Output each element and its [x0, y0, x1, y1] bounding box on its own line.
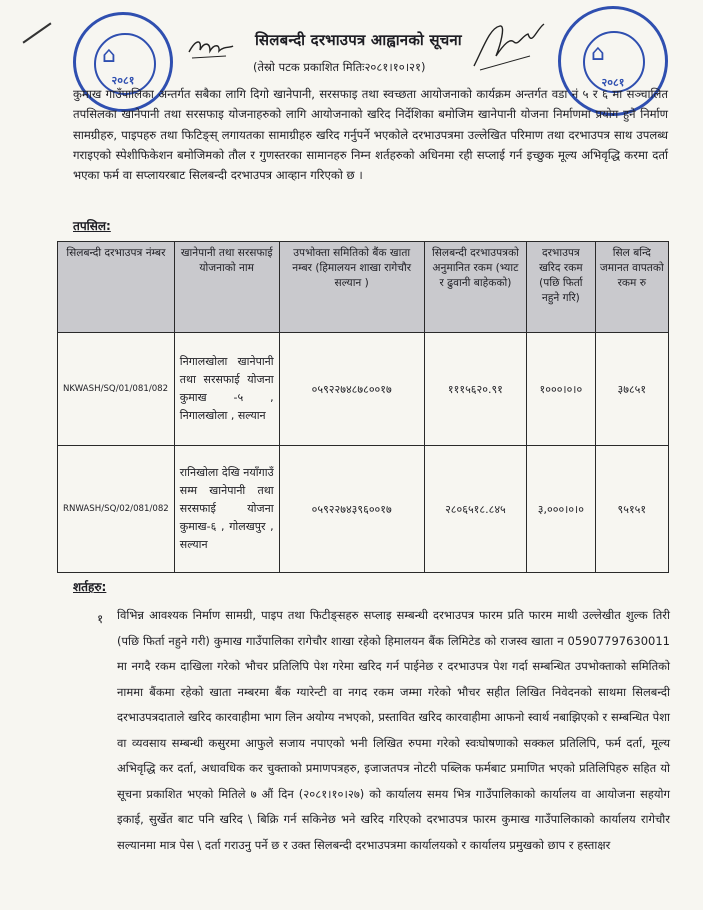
- signature-right: [470, 16, 552, 76]
- signature-left: [186, 34, 236, 64]
- col-header-tender-number: सिलबन्दी दरभाउपत्र नंम्बर: [58, 242, 175, 333]
- pen-stroke-mark: [23, 22, 52, 43]
- house-icon: ⌂: [591, 41, 605, 66]
- details-label: तपसिल:: [73, 219, 111, 233]
- seal-year: २०८१: [111, 74, 135, 87]
- cell-project-name: निगालखोला खानेपानी तथा सरसफाई योजना कुमाख -५ , निगालखोला , सल्यान: [174, 333, 279, 446]
- table-row: [58, 446, 669, 573]
- col-header-bid-security: सिल बन्दि जमानत वापतको रकम रु: [595, 242, 668, 333]
- cell-bid-security: ३७८५१: [595, 333, 668, 446]
- cell-project-name: रानिखोला देखि नयाँगाउँ सम्म खानेपानी तथा सरसफाई योजना कुमाख-६ , गोलखपुर , सल्यान: [174, 446, 279, 573]
- cell-form-fee: १०००।०।०: [527, 333, 596, 446]
- cell-bank-account: ०५९२२७४८७८००१७: [279, 333, 424, 446]
- col-header-estimated-amount: सिलबन्दी दरभाउपत्रको अनुमानित रकम (भ्याट र ढुवानी बाहेकको): [424, 242, 526, 333]
- cell-estimated-amount: २८०६५१८.८४५: [424, 446, 526, 573]
- cell-tender-number: RNWASH/SQ/02/081/082: [58, 446, 175, 573]
- col-header-form-fee: दरभाउपत्र खरिद रकम (पछि फिर्ता नहुने गरि): [527, 242, 596, 333]
- cell-form-fee: ३,०००।०।०: [527, 446, 596, 573]
- condition-text: विभिन्न आवश्यक निर्माण सामग्री, पाइप तथा फिटीङ्सहरु सप्लाइ सम्बन्धी दरभाउपत्र फारम प्रति फारम माथी उल्लेखीत शुल्क तिरी (पछि फिर्ता नहुने गरी) कुमाख गाउँपालिका रागेचौर शाखा रहेको हिमालयन बैंक लिमिटेड को राजस्व खाता न 05907797630011 मा नगदै रकम दाखिला गरेको भौचर प्रतिलिपि पेश गरेमा खरिद गर्न पाईनेछ र दरभाउपत्र पेश गर्दा सम्बन्धित उपभोक्ताको समितिको नाममा बैंकमा रहेको खाता नम्बरमा बैंक ग्यारेन्टी वा नगद रकम जम्मा गरेको भौचर सहीत लिखित निवेदनको साथमा सिलबन्दी दरभाउपत्रदाताले खरिद कारवाहीमा भाग लिन अयोग्य नभएको, प्रस्तावित खरिद कारवाहीमा आफनो स्वार्थ नबाझिएको र सम्बन्धित पेशा वा व्यवसाय सम्बन्धी कसुरमा आफुले सजाय नपाएको भनी लिखित रुपमा गरेको स्वःघोषणाको सक्कल प्रतिलिपि, फर्म दर्ता, मूल्य अभिवृद्धि कर दर्ता, अधावधिक कर चुक्ताको प्रमाणपत्रहरु, इजाजतपत्र नोटरी पब्लिक फर्मबाट प्रमाणित भएको प्रतिलिपिहरु सहित यो सूचना प्रकाशित भएको मितिले ७ औं दिन (२०८१।१०।२७) को कार्यालय समय भित्र गाउँपालिकाको कार्यालय वा आयोजना सहयोग इकाई, सुर्खेत बाट पनि खरिद \ बिक्रि गर्न सकिनेछ भने खरिद गरिएको दरभाउपत्र फारम कुमाख गाउँपालिकाको कार्यालय रागेचौर सल्यानमा मात्र पेस \ दर्ता गराउनु पर्ने छ र उक्त सिलबन्दी दरभाउपत्रमा कार्यालयको र कार्यालय प्रमुखको छाप र हस्ताक्षर: [117, 608, 670, 852]
- intro-paragraph: कुमाख गाउँपालिका अन्तर्गत सबैका लागि दिगो खानेपानी, सरसफाइ तथा स्वच्छता आयोजनाको कार्यक्रम अन्तर्गत वडा नं ५ र ६ मा सञ्चालित तपसिलका खानेपानी तथा सरसफाइ योजनाहरुको लागि आयोजनाको खरिद निर्देशिका बमोजिम खानेपानी योजना निर्माणमा प्रयोग हुने निर्माण सामग्रीहरु, पाइपहरु तथा फिटिङ्स् लगायतका सामाग्रीहरु खरिद गर्नुपर्ने भएकोले दरभाउपत्रमा उल्लेखित परिमाण तथा दरभाउपत्र साथ उपलब्ध गराइएको स्पेशीफिकेशन बमोजिमको तौल र गुणस्तरका सामानहरु निम्न शर्तहरुको अधिनमा रही सप्लाई गर्न इच्छुक मूल्य अभिवृद्धि करमा दर्ता भएका फर्म वा सप्लायरबाट सिलबन्दी दरभाउपत्र आव्हान गरिएको छ ।: [73, 87, 669, 183]
- seal-year: २०८१: [601, 76, 625, 89]
- page-subtitle: (तेस्रो पटक प्रकाशित मितिः२०८१।१०।२१): [253, 60, 426, 74]
- table-header-row: [58, 242, 669, 333]
- cell-estimated-amount: १११५६२०.९१: [424, 333, 526, 446]
- condition-number: १: [97, 612, 104, 626]
- cell-tender-number: NKWASH/SQ/01/081/082: [58, 333, 175, 446]
- house-icon: ⌂: [102, 43, 116, 68]
- cell-bid-security: ९५१५१: [595, 446, 668, 573]
- page-title: सिलबन्दी दरभाउपत्र आह्वानको सूचना: [255, 31, 462, 49]
- table-row: [58, 333, 669, 446]
- tender-table: [57, 241, 669, 573]
- conditions-label: शर्तहरु:: [73, 580, 107, 594]
- cell-bank-account: ०५९२२७४३९६००१७: [279, 446, 424, 573]
- col-header-project-name: खानेपानी तथा सरसफाई योजनाको नाम: [174, 242, 279, 333]
- col-header-bank-account: उपभोक्ता समितिको बैंक खाता नम्बर (हिमालयन शाखा रागेचौर सल्यान ): [279, 242, 424, 333]
